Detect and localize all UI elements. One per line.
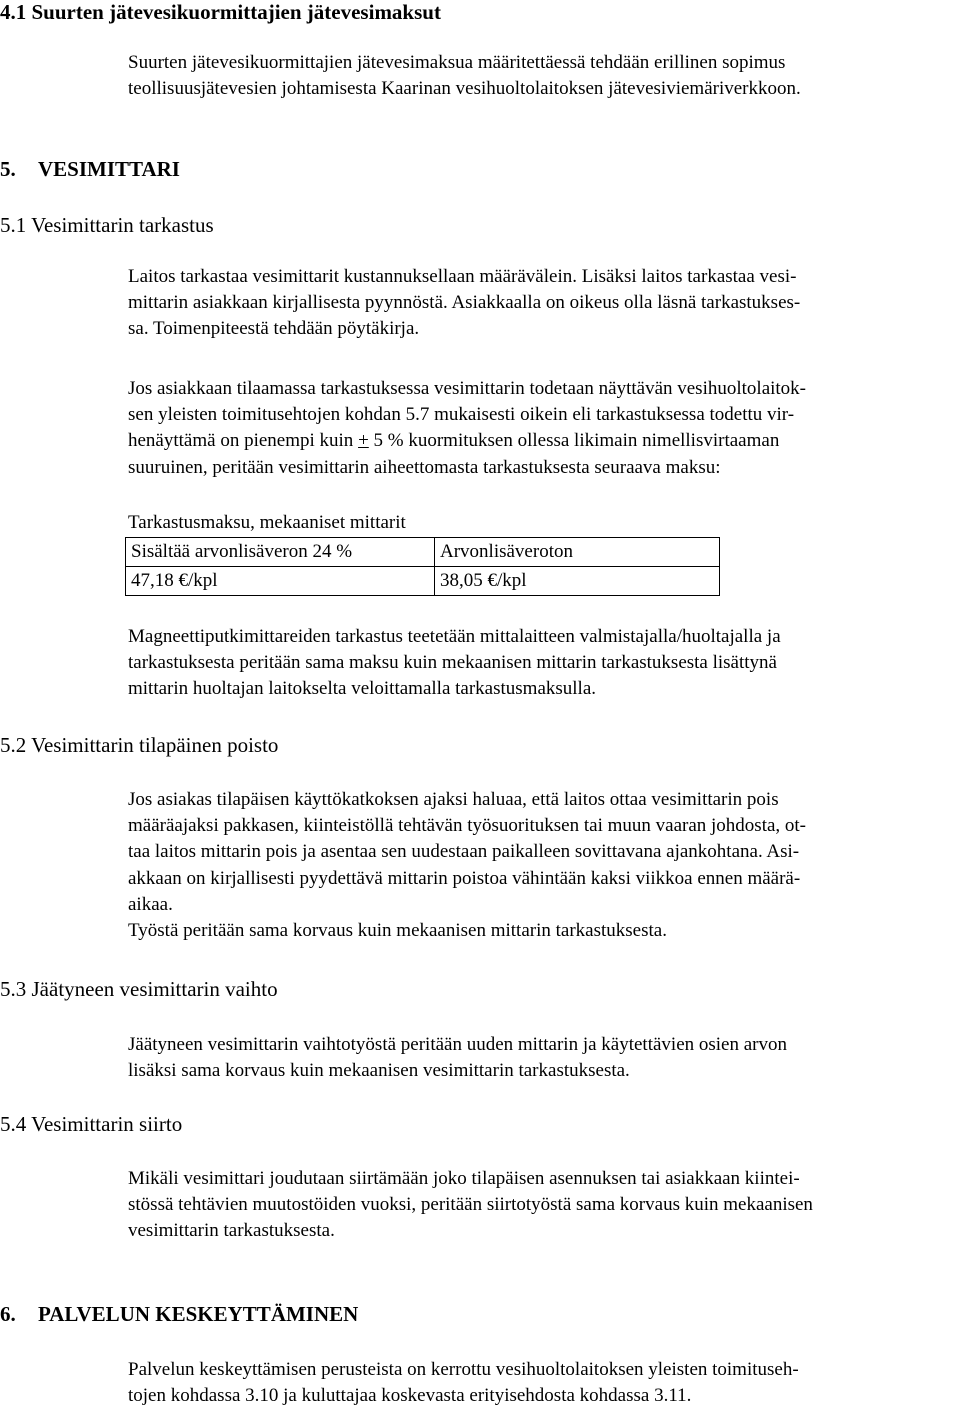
section-5-number: 5.: [0, 157, 16, 181]
fee-table: [125, 537, 720, 596]
fee-value-vat-excluded: 38,05 €/kpl: [435, 567, 720, 596]
section-5-3-heading: 5.3 Jäätyneen vesimittarin vaihto: [0, 977, 278, 1001]
table-row: [126, 567, 720, 596]
section-5-1-paragraph-3: Magneettiputkimittareiden tarkastus teetetään mittalaitteen valmistajalla/huoltajalla ja tarkastuksesta peritään sama maksu kuin mekaanisen mittarin tarkastuksesta lisättynä mittarin huoltajan laitokselta veloittamalla tarkastusmaksulla.: [128, 626, 781, 700]
fee-value-vat-included: 47,18 €/kpl: [126, 567, 435, 596]
section-4-1-heading: 4.1 Suurten jätevesikuormittajien jätevesimaksut: [0, 0, 441, 24]
section-5-2-text: Jos asiakas tilapäisen käyttökatkoksen ajaksi haluaa, että laitos ottaa vesimittarin pois määräajaksi pakkasen, kiinteistöllä tehtävän työsuorituksen tai muun vaaran johdosta, ot- taa laitos mittarin pois ja asentaa sen uudestaan paikalleen sovittavana ajankohtana. Asi- akkaan on kirjallisesti pyydettävä mittarin poistoa vähintään kaksi viikkoa ennen määrä- aikaa. Työstä peritään sama korvaus kuin mekaanisen mittarin tarkastuksesta.: [128, 789, 807, 942]
section-5-1-heading: 5.1 Vesimittarin tarkastus: [0, 213, 214, 237]
section-5-3-text: Jäätyneen vesimittarin vaihtotyöstä peritään uuden mittarin ja käytettävien osien arvon lisäksi sama korvaus kuin mekaanisen vesimittarin tarkastuksesta.: [128, 1034, 787, 1082]
section-4-1-text: Suurten jätevesikuormittajien jätevesimaksua määritettäessä tehdään erillinen sopimus teollisuusjätevesien johtamisesta Kaarinan vesihuoltolaitoksen jätevesiviemäriverkkoon.: [128, 52, 801, 100]
section-5-1-paragraph-1: Laitos tarkastaa vesimittarit kustannuksellaan määrävälein. Lisäksi laitos tarkastaa vesi- mittarin asiakkaan kirjallisesta pyynnöstä. Asiakkaalla on oikeus olla läsnä tarkastukses- sa. Toimenpiteestä tehdään pöytäkirja.: [128, 266, 801, 340]
section-5-4-heading: 5.4 Vesimittarin siirto: [0, 1112, 183, 1136]
fee-header-vat-excluded: Arvonlisäveroton: [435, 538, 720, 567]
section-5-2-heading: 5.2 Vesimittarin tilapäinen poisto: [0, 733, 279, 757]
section-6-title: PALVELUN KESKEYTTÄMINEN: [38, 1302, 359, 1326]
plus-minus-sign: +: [358, 430, 369, 452]
table-row: [126, 538, 720, 567]
section-5-4-text: Mikäli vesimittari joudutaan siirtämään joko tilapäisen asennuksen tai asiakkaan kiintei- stössä tehtävien muutostöiden vuoksi, peritään siirtotyöstä sama korvaus kuin mekaanisen vesimittarin tarkastuksesta.: [128, 1168, 813, 1242]
section-6-heading: [0, 1302, 358, 1327]
section-5-heading: [0, 157, 180, 182]
section-5-title: VESIMITTARI: [38, 157, 180, 181]
fee-title: Tarkastusmaksu, mekaaniset mittarit: [128, 512, 406, 533]
section-6-number: 6.: [0, 1302, 16, 1326]
section-5-1-paragraph-2: Jos asiakkaan tilaamassa tarkastuksessa vesimittarin todetaan näyttävän vesihuoltolaitok- sen yleisten toimitusehtojen kohdan 5.7 mukaisesti oikein eli tarkastuksessa todettu vir- henäyttämä on pienempi kuin + 5 % kuormituksen ollessa likimain nimellisvirtaaman suuruinen, peritään vesimittarin aiheettomasta tarkastuksesta seuraava maksu:: [128, 378, 807, 478]
section-6-text: Palvelun keskeyttämisen perusteista on kerrottu vesihuoltolaitoksen yleisten toimituseh- tojen kohdassa 3.10 ja kuluttajaa koskevasta erityisehdosta kohdassa 3.11.: [128, 1359, 799, 1407]
fee-header-vat-included: Sisältää arvonlisäveron 24 %: [126, 538, 435, 567]
